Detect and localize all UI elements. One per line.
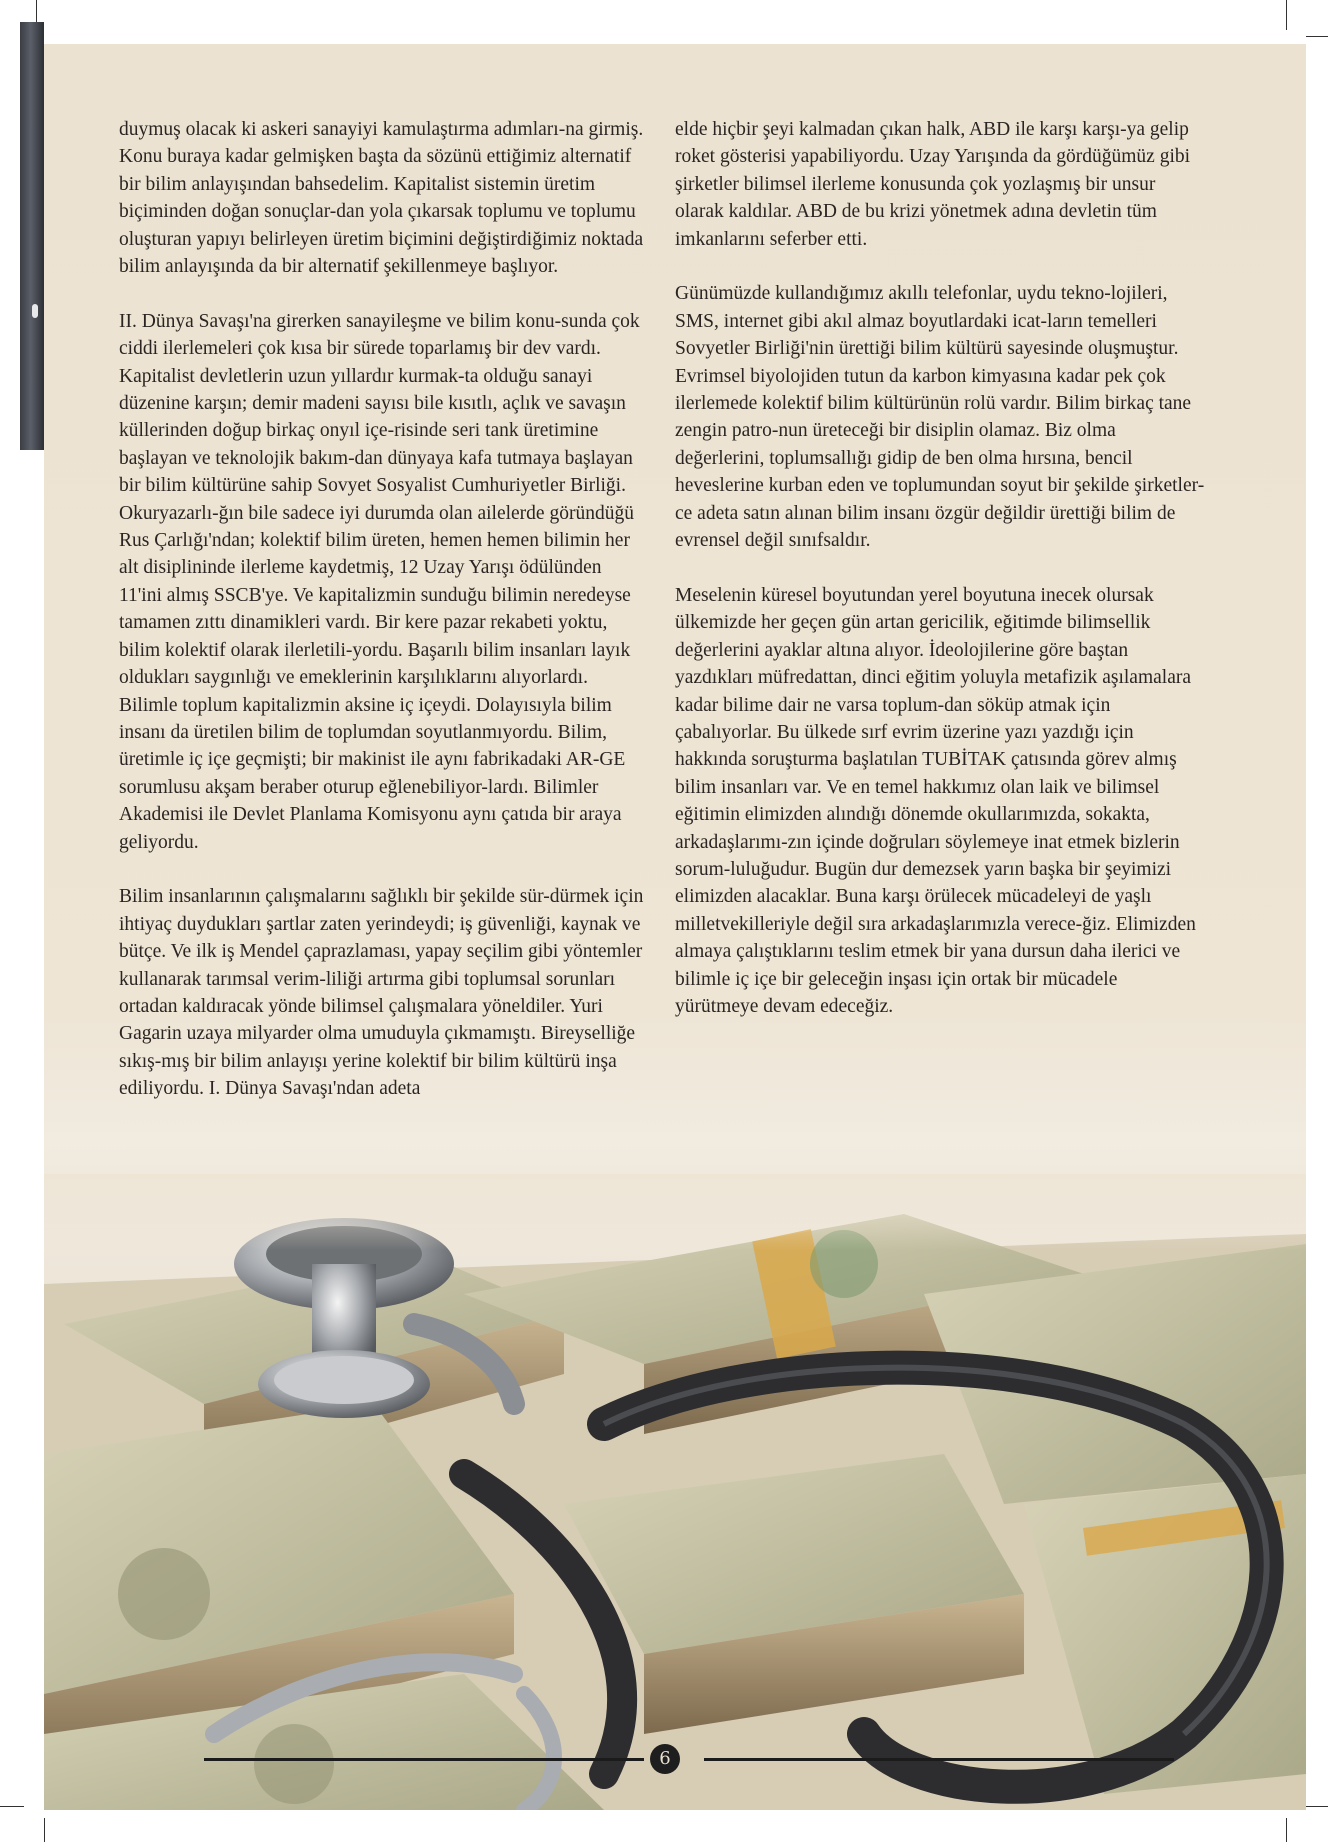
footer-rule xyxy=(204,1758,644,1761)
article-column-left xyxy=(119,116,649,1130)
crop-mark xyxy=(1286,0,1287,30)
crop-mark xyxy=(0,1806,24,1807)
crop-mark xyxy=(1286,1818,1287,1842)
crop-mark xyxy=(1306,36,1328,37)
paragraph: Günümüzde kullandığımız akıllı telefonlar, uydu tekno-lojileri, SMS, internet gibi akıl almaz boyutlardaki icat-ların temelleri Sovyetler Birliği'nin ürettiği bilim kültürü sayesinde oluşmuştur. Evrimsel biyolojiden tutun da karbon kimyasına kadar pek çok ilerlemede kolektif bilim kültürünün rolü vardır. Bilim birkaç tane zengin patro-nun üreteceği bir disiplin olamaz. Biz olma değerlerini, toplumsallığı gidip de ben olma hırsına, bencil heveslerine kurban eden ve toplumundan soyut bir şekilde şirketler-ce adeta satın alınan bilim insanı özgür değildir ürettiği bilim de evrensel değil sınıfsaldır. xyxy=(675,283,1205,552)
paragraph: duymuş olacak ki askeri sanayiyi kamulaştırma adımları-na girmiş. Konu buraya kadar gelmişken başta da sözünü ettiğimiz alternatif bir bilim anlayışından bahsedelim. Kapitalist sistemin üretim biçiminden doğan sonuçlar-dan yola çıkarsak toplumu ve toplumu oluşturan yapıyı belirleyen üretim biçimini değiştirdiğimiz noktada bilim anlayışında da bir alternatif şekillenmeye başlıyor. xyxy=(119,119,644,278)
paragraph: II. Dünya Savaşı'na girerken sanayileşme ve bilim konu-sunda çok ciddi ilerlemeleri çok kısa bir sürede toparlamış bir dev vardı. Kapitalist devletlerin uzun yıllardır kurmak-ta olduğu sanayi düzenine karşın; demir madeni sayısı bile kısıtlı, açlık ve savaşın küllerinden doğup birkaç onyıl içe-risinde seri tank üretimine başlayan ve teknolojik bakım-dan dünyaya kafa tutmaya başlayan bir bilim kültürüne sahip Sovyet Sosyalist Cumhuriyetler Birliği. Okuryazarlı-ğın bile sadece iyi durumda olan ailelerde göründüğü Rus Çarlığı'ndan; kolektif bilim üreten, hemen hemen bilimin her alt disiplininde ilerleme kaydetmiş, 12 Uzay Yarışı ödülünden 11'ini almış SSCB'ye. Ve kapitalizmin sunduğu bilimin neredeyse tamamen zıttı dinamikleri vardı. Bir kere pazar rekabeti yoktu, bilim kolektif olarak ilerletili-yordu. Başarılı bilim insanları layık oldukları saygınlığı ve emeklerinin karşılıklarını alıyorlardı. Bilimle toplum kapitalizmin aksine iç içeydi. Dolayısıyla bilim insanı da üretilen bilim de toplumdan soyutlanmıyordu. Bilim, üretimle iç içe geçmişti; bir makinist ile aynı fabrikadaki AR-GE sorumlusu akşam beraber oturup eğlenebiliyor-lardı. Bilimler Akademisi ile Devlet Planlama Komisyonu aynı çatıda bir araya geliyordu. xyxy=(119,310,640,853)
crop-mark xyxy=(1306,1806,1328,1807)
stethoscope-on-money-icon xyxy=(44,1174,1306,1810)
paragraph: Meselenin küresel boyutundan yerel boyutuna inecek olursak ülkemizde her geçen gün artan gericilik, eğitimde bilimsellik değerlerini ayaklar altına alıyor. İdeolojilerine göre baştan yazdıkları müfredattan, dinci eğitim yoluyla metafizik aşılamalara kadar bilime dair ne varsa toplum-dan söküp atmak için çabalıyorlar. Bu ülkede sırf evrim üzerine yazı yazdığı için hakkında soruşturma başlatılan TUBİTAK çatısında görev almış bilim insanları var. Ve en temel hakkımız olan laik ve bilimsel eğitimin elimizden alındığı dönemde okullarımızda, sokakta, arkadaşlarımı-zın içinde doğruları söylemeye inat etmek bizlerin sorum-luluğudur. Bugün dur demezsek yarın başka bir şeyimizi elimizden alacaklar. Buna karşı örülecek mücadeleyi de yaşlı milletvekilleriyle değil sıra arkadaşlarımızla verece-ğiz. Elimizden almaya çalıştıklarını teslim etmek bir yana dursun daha ilerici ve bilimle iç içe bir geleceğin inşası için ortak bir mücadele yürütmeye devam edeceğiz. xyxy=(675,584,1196,1017)
article-column-right xyxy=(675,116,1205,1048)
page-mark-icon: 6 xyxy=(650,1744,680,1774)
crop-mark xyxy=(44,1818,45,1842)
crop-mark xyxy=(36,0,37,24)
magazine-page xyxy=(44,44,1306,1810)
paragraph: elde hiçbir şeyi kalmadan çıkan halk, ABD ile karşı karşı-ya gelip roket gösterisi yapabiliyordu. Uzay Yarışında da gördüğümüz gibi şirketler bilimsel ilerleme konusunda çok yozlaşmış bir unsur olarak kaldılar. ABD de bu krizi yönetmek adına devletin tüm imkanlarını seferber etti. xyxy=(675,119,1191,250)
paragraph: Bilim insanlarının çalışmalarını sağlıklı bir şekilde sür-dürmek için ihtiyaç duydukları şartlar zaten yerindeydi; iş güvenliği, kaynak ve bütçe. Ve ilk iş Mendel çaprazlaması, yapay seçilim gibi yöntemler kullanarak tarımsal verim-liliği artırma gibi toplumsal sorunları ortadan kaldıracak yönde bilimsel çalışmalara yöneldiler. Yuri Gagarin uzaya milyarder olma umuduyla çıkmamıştı. Bireyselliğe sıkış-mış bir bilim anlayışı yerine kolektif bir bilim kültürü inşa ediliyordu. I. Dünya Savaşı'ndan adeta xyxy=(119,886,644,1100)
previous-page-edge xyxy=(20,22,44,450)
footer-rule xyxy=(704,1758,1174,1761)
